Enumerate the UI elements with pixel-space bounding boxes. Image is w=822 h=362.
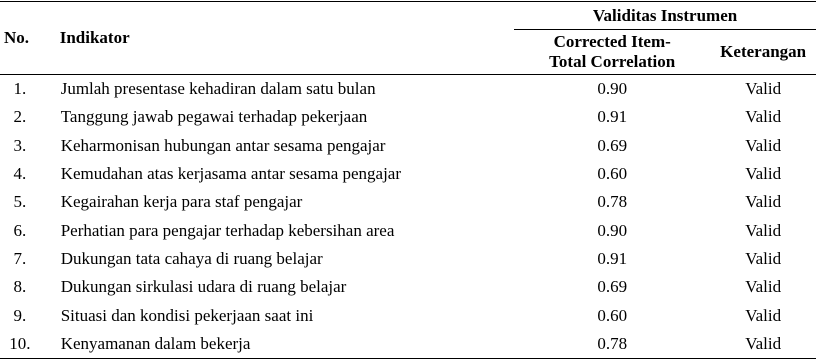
row-indikator: Dukungan tata cahaya di ruang belajar [60,248,323,268]
table-row [0,75,816,104]
header-corrected-item-total-correlation [514,30,710,75]
row-indikator: Tanggung jawab pegawai terhadap pekerjaan [60,107,368,127]
table-row [0,273,816,301]
row-indikator: Dukungan sirkulasi udara di ruang belajar [60,277,347,297]
row-indikator: Situasi dan kondisi pekerjaan saat ini [60,305,314,325]
table-row [0,301,816,329]
row-correlation-value: 0.78 [514,330,710,359]
header-no: No. [0,2,56,75]
row-number: 10. [0,330,56,359]
table-row [0,160,816,188]
row-correlation-value: 0.69 [597,135,628,155]
row-indikator: Jumlah presentase kehadiran dalam satu bulan [60,79,376,99]
row-indikator: Kenyamanan dalam bekerja [56,330,514,359]
header-corrected-line1: Corrected Item- [553,32,671,51]
row-number: 8. [13,277,27,297]
row-keterangan: Valid [710,330,816,359]
table-row [0,245,816,273]
row-number: 5. [13,192,27,212]
row-keterangan: Valid [745,164,782,184]
row-indikator: Kegairahan kerja para staf pengajar [60,192,303,212]
row-correlation-value: 0.90 [597,79,628,99]
table-body [0,75,816,359]
row-number: 3. [13,135,27,155]
table-row [0,188,816,216]
row-number: 7. [13,248,27,268]
row-correlation-value: 0.78 [597,192,628,212]
row-number: 9. [13,305,27,325]
table-header [0,2,816,75]
row-keterangan: Valid [745,277,782,297]
row-correlation-value: 0.60 [597,305,628,325]
table-row [0,216,816,244]
row-number: 2. [13,107,27,127]
row-keterangan: Valid [745,135,782,155]
row-correlation-value: 0.69 [597,277,628,297]
row-keterangan: Valid [745,79,782,99]
header-row-group [0,2,816,30]
header-corrected-line2: Total Correlation [549,52,676,71]
row-number: 6. [13,220,27,240]
table-row [0,103,816,131]
row-keterangan: Valid [745,220,782,240]
table-row [0,330,816,359]
row-number: 1. [13,79,27,99]
validity-table [0,1,816,359]
row-keterangan: Valid [745,305,782,325]
row-correlation-value: 0.60 [597,164,628,184]
row-correlation-value: 0.91 [597,107,628,127]
header-keterangan: Keterangan [720,42,807,61]
row-number: 4. [13,164,27,184]
header-indikator: Indikator [56,2,514,75]
row-keterangan: Valid [745,107,782,127]
row-keterangan: Valid [745,248,782,268]
row-correlation-value: 0.90 [597,220,628,240]
header-validitas-instrumen: Validitas Instrumen [514,2,816,30]
row-keterangan: Valid [745,192,782,212]
row-indikator: Kemudahan atas kerjasama antar sesama pengajar [60,164,402,184]
row-indikator: Keharmonisan hubungan antar sesama pengajar [60,135,386,155]
table-row [0,132,816,160]
row-correlation-value: 0.91 [597,248,628,268]
row-indikator: Perhatian para pengajar terhadap kebersihan area [60,220,395,240]
